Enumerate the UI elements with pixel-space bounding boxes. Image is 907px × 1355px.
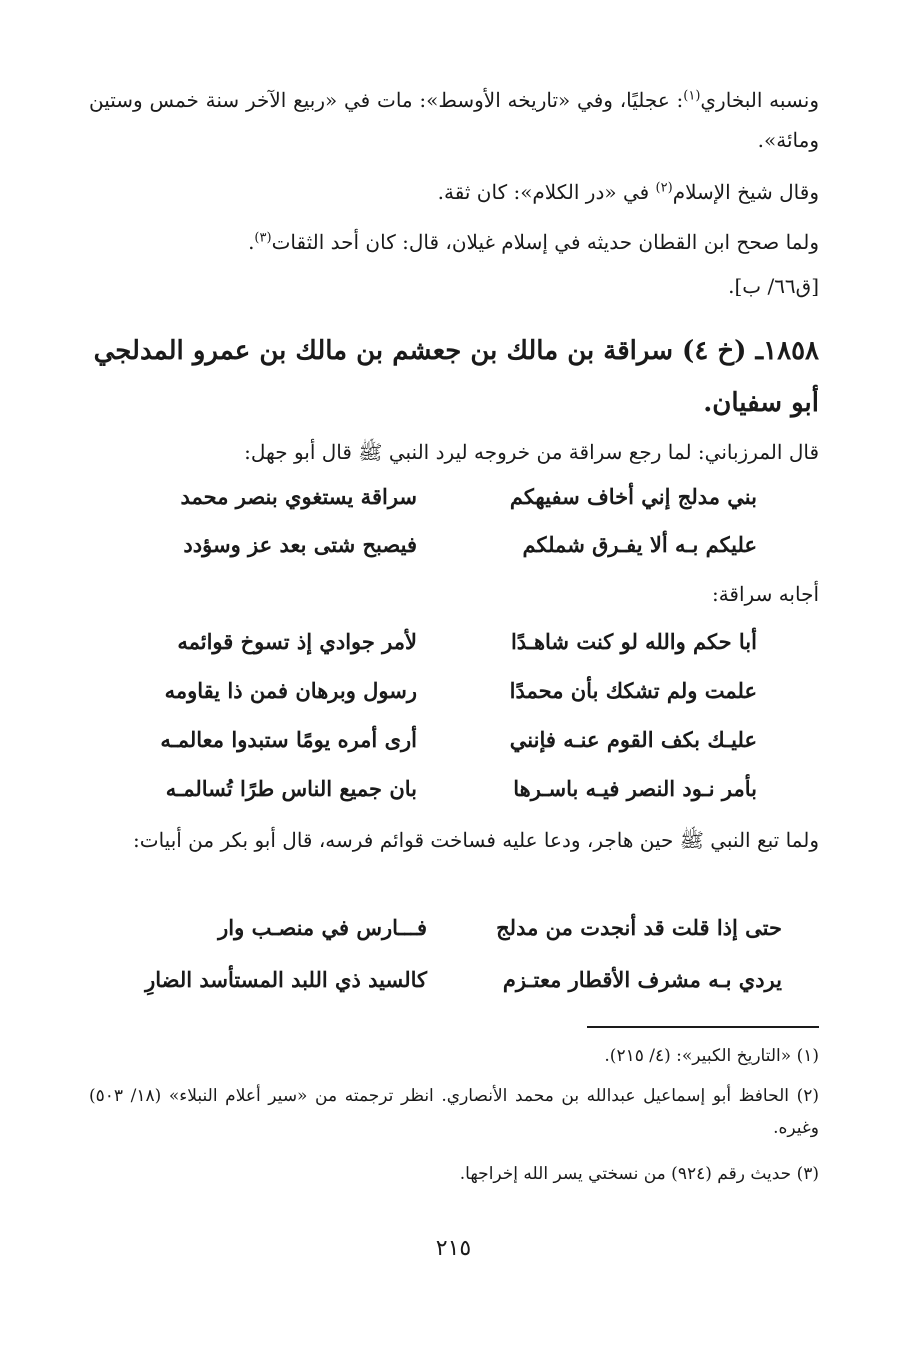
intro-paragraph-2 bbox=[89, 172, 819, 212]
verse-line bbox=[117, 960, 782, 1000]
intro-text: ولما صحح ابن القطان حديثه في إسلام غيلان، قال: كان أحد الثقات bbox=[271, 230, 819, 254]
page-number: ٢١٥ bbox=[435, 1236, 472, 1261]
verse-hemistich-first: أبا حكم والله لو كنت شاهـدًا bbox=[510, 629, 757, 654]
footnote-2: (٢) الحافظ أبو إسماعيل عبدالله بن محمد الأنصاري. انظر ترجمته من «سير أعلام النبلاء» (١٨/ ٥٠٣) وغيره. bbox=[89, 1086, 819, 1138]
verse-hemistich-first: عليكم بـه ألا يفـرق شملكم bbox=[522, 532, 757, 557]
verse-hemistich-first: بني مدلج إني أخاف سفيهكم bbox=[509, 484, 757, 509]
footnote-ref-2[interactable]: (٢) bbox=[655, 180, 673, 196]
verse-hemistich-second: رسول وبرهان فمن ذا يقاومه bbox=[164, 678, 417, 703]
verse-hemistich-second: لأمر جوادي إذ تسوخ قوائمه bbox=[177, 629, 417, 654]
entry-heading: ١٨٥٨ـ (خ ٤) سراقة بن مالك بن جعشم بن مالك بن عمرو المدلجي أبو سفيان. bbox=[93, 336, 819, 418]
footnote-3: (٣) حديث رقم (٩٢٤) من نسختي يسر الله إخراجها. bbox=[459, 1164, 819, 1184]
verse-line bbox=[117, 525, 757, 565]
verse-hemistich-first: يردي بـه مشرف الأقطار معتـزم bbox=[502, 967, 782, 992]
verse-hemistich-second: أرى أمره يومًا ستبدوا معالمـه bbox=[160, 727, 417, 752]
verse-line bbox=[117, 769, 757, 809]
footnote-1: (١) «التاريخ الكبير»: (٤/ ٢١٥). bbox=[604, 1046, 819, 1066]
manuscript-folio-ref: [ق٦٦/ ب]. bbox=[728, 274, 819, 298]
verse-hemistich-second: كالسيد ذي اللبد المستأسد الضارِ bbox=[145, 967, 427, 992]
intro-text: ونسبه البخاري bbox=[700, 88, 820, 112]
verse-hemistich-second: بان جميع الناس طرًا تُسالمـه bbox=[165, 776, 417, 801]
footnote-ref-1[interactable]: (١) bbox=[683, 88, 701, 104]
reply-intro: أجابه سراقة: bbox=[711, 582, 819, 606]
verse-hemistich-second: فـــارس في منصـب وار bbox=[218, 915, 427, 940]
follow-paragraph: ولما تبع النبي ﷺ حين هاجر، ودعا عليه فساخت قوائم فرسه، قال أبو بكر من أبيات: bbox=[133, 828, 819, 852]
verse-hemistich-first: حتى إذا قلت قد أنجدت من مدلج bbox=[496, 915, 782, 940]
verse-hemistich-second: سراقة يستغوي بنصر محمد bbox=[180, 484, 417, 509]
intro-text: : عجليًا، وفي «تاريخه الأوسط»: مات في «ربيع الآخر سنة خمس وستين ومائة». bbox=[89, 88, 819, 152]
intro-text: في «در الكلام»: كان ثقة. bbox=[437, 180, 656, 204]
intro-paragraph-1 bbox=[89, 80, 819, 160]
intro-text: . bbox=[248, 230, 255, 254]
verse-hemistich-first: علمت ولم تشكك بأن محمدًا bbox=[509, 678, 757, 703]
footnote-ref-3[interactable]: (٣) bbox=[254, 230, 272, 246]
verse-hemistich-first: بأمر نـود النصر فيـه باسـرها bbox=[513, 776, 757, 801]
footnote-separator bbox=[587, 1026, 819, 1028]
verse-line bbox=[117, 671, 757, 711]
marzubani-intro: قال المرزباني: لما رجع سراقة من خروجه ليرد النبي ﷺ قال أبو جهل: bbox=[244, 440, 819, 464]
intro-text: وقال شيخ الإسلام bbox=[672, 180, 819, 204]
verse-hemistich-first: عليـك بكف القوم عنـه فإنني bbox=[509, 727, 757, 752]
verse-line bbox=[117, 720, 757, 760]
verse-line bbox=[117, 908, 782, 948]
verse-hemistich-second: فيصبح شتى بعد عز وسؤدد bbox=[183, 532, 417, 557]
intro-paragraph-3 bbox=[89, 222, 819, 262]
verse-line bbox=[117, 477, 757, 517]
verse-line bbox=[117, 622, 757, 662]
